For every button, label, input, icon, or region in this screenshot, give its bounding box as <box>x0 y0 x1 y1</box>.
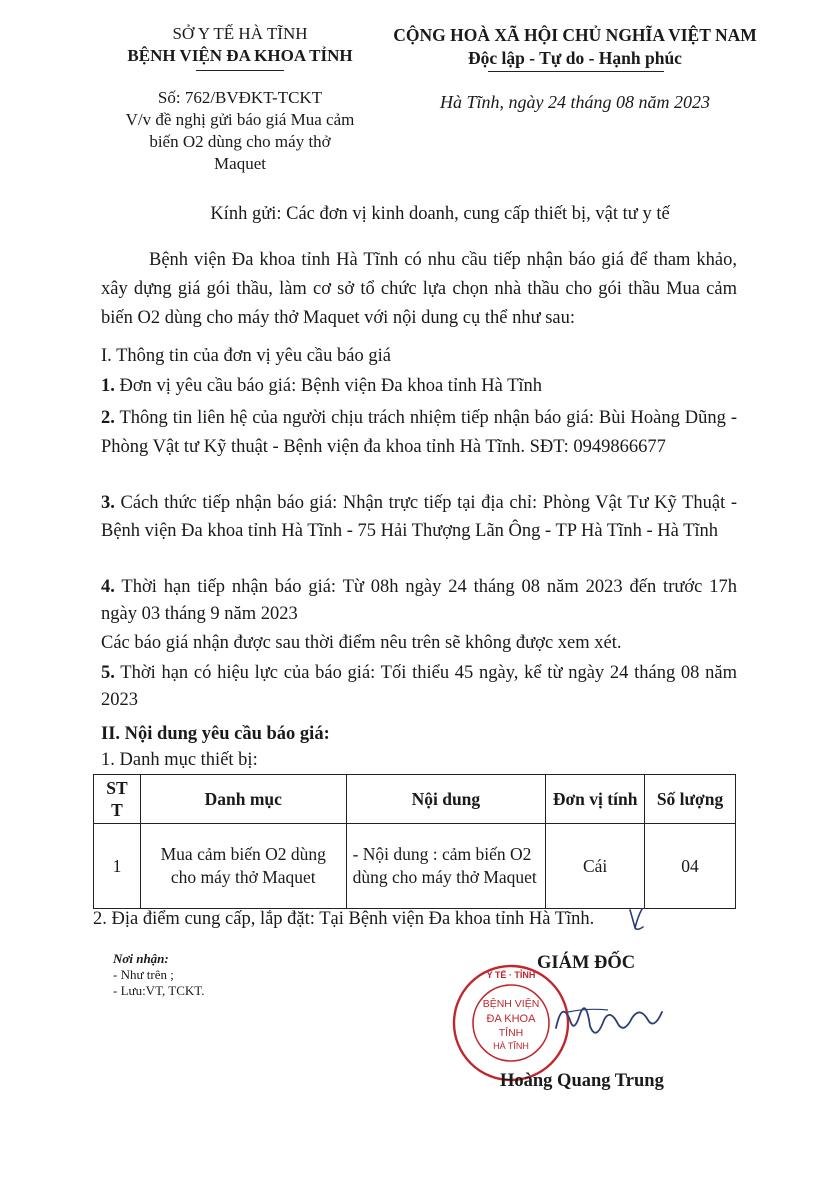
section1-item-3 <box>101 489 737 545</box>
item-number: 2. <box>101 408 115 428</box>
item-number: 4. <box>101 577 115 597</box>
initial-mark <box>626 906 648 934</box>
director-signature <box>548 990 668 1050</box>
doc-subject-line2: biến O2 dùng cho máy thở <box>149 132 331 151</box>
recipients <box>113 951 205 999</box>
national-title: CỘNG HOÀ XÃ HỘI CHỦ NGHĨA VIỆT NAM <box>393 25 757 45</box>
recipients-title: Nơi nhận: <box>113 951 169 966</box>
item-text: Thời hạn tiếp nhận báo giá: Từ 08h ngày 24 tháng 08 năm 2023 đến trước 17h ngày 03 tháng 9 năm 2023 <box>101 577 737 624</box>
cell-noi-dung: - Nội dung : cảm biến O2 dùng cho máy thở Maquet <box>346 824 546 909</box>
header-don-vi: Đơn vị tính <box>546 775 645 824</box>
header-left-rule <box>196 70 284 71</box>
hospital-name: BỆNH VIỆN ĐA KHOA TỈNH <box>127 46 353 65</box>
table-row <box>94 824 736 909</box>
header-noi-dung: Nội dung <box>346 775 546 824</box>
section2-sub1: 1. Danh mục thiết bị: <box>101 750 258 770</box>
doc-subject-line1: V/v đề nghị gửi báo giá Mua cảm <box>125 110 355 129</box>
section2-sub2: 2. Địa điểm cung cấp, lắp đặt: Tại Bệnh viện Đa khoa tỉnh Hà Tĩnh. <box>93 909 595 929</box>
cell-stt: 1 <box>94 824 141 909</box>
table-header-row <box>94 775 736 824</box>
stamp-line1: BỆNH VIỆN <box>482 998 540 1010</box>
section1-item-2 <box>101 404 737 462</box>
section1-item-1 <box>101 373 737 399</box>
recipients-line1: - Như trên ; <box>113 967 174 982</box>
item-text: Thời hạn có hiệu lực của báo giá: Tối thiểu 45 ngày, kể từ ngày 24 tháng 08 năm 2023 <box>101 663 737 710</box>
header-right-rule <box>488 71 664 72</box>
stamp-line2: ĐA KHOA <box>486 1013 536 1025</box>
header-stt: ST T <box>94 775 141 824</box>
greeting: Kính gửi: Các đơn vị kinh doanh, cung cấp thiết bị, vật tư y tế <box>210 204 670 224</box>
doc-number: Số: 762/BVĐKT-TCKT <box>157 88 323 107</box>
national-motto: Độc lập - Tự do - Hạnh phúc <box>468 48 682 68</box>
cell-so-luong: 04 <box>645 824 736 909</box>
item-number: 5. <box>101 663 115 683</box>
intro-paragraph: Bệnh viện Đa khoa tỉnh Hà Tĩnh có nhu cầu tiếp nhận báo giá để tham khảo, xây dựng giá gói thầu, làm cơ sở tổ chức lựa chọn nhà thầu cho gói thầu Mua cảm biến O2 dùng cho máy thở Maquet với nội dung cụ thể như sau: <box>101 250 737 328</box>
header-right <box>365 23 785 69</box>
doc-meta <box>85 87 395 175</box>
stamp-ring-text: Y TẾ · TỈNH <box>486 970 536 980</box>
stamp-line3: TỈNH <box>498 1027 524 1039</box>
item-text: Cách thức tiếp nhận báo giá: Nhận trực tiếp tại địa chỉ: Phòng Vật Tư Kỹ Thuật - Bệnh viện Đa khoa tỉnh Hà Tĩnh - 75 Hải Thượng Lãn Ông - TP Hà Tĩnh - Hà Tĩnh <box>101 493 737 541</box>
cell-don-vi: Cái <box>546 824 645 909</box>
recipients-line2: - Lưu:VT, TCKT. <box>113 983 205 998</box>
document-date: Hà Tĩnh, ngày 24 tháng 08 năm 2023 <box>440 92 710 112</box>
section1-title: I. Thông tin của đơn vị yêu cầu báo giá <box>101 346 391 366</box>
doc-subject-line3: Maquet <box>214 154 266 173</box>
section1-note: Các báo giá nhận được sau thời điểm nêu trên sẽ không được xem xét. <box>101 633 622 653</box>
item-text: Đơn vị yêu cầu báo giá: Bệnh viện Đa khoa tỉnh Hà Tĩnh <box>119 376 543 396</box>
item-number: 1. <box>101 376 115 396</box>
header-danh-muc: Danh mục <box>140 775 346 824</box>
header-left <box>85 23 395 67</box>
equipment-table <box>93 774 736 909</box>
section1-item-4 <box>101 574 737 628</box>
item-number: 3. <box>101 493 115 513</box>
stamp-line4: HÀ TĨNH <box>493 1041 529 1051</box>
director-name: Hoàng Quang Trung <box>500 1071 664 1091</box>
cell-danh-muc: Mua cảm biến O2 dùng cho máy thở Maquet <box>140 824 346 909</box>
item-text: Thông tin liên hệ của người chịu trách nhiệm tiếp nhận báo giá: Bùi Hoàng Dũng - Phòng Vật tư Kỹ thuật - Bệnh viện đa khoa tỉnh Hà Tĩnh. SĐT: 0949866677 <box>101 408 737 457</box>
section1-item-5 <box>101 660 737 714</box>
director-title: GIÁM ĐỐC <box>537 953 636 973</box>
ministry-name: SỞ Y TẾ HÀ TĨNH <box>172 24 308 43</box>
section2-title: II. Nội dung yêu cầu báo giá: <box>101 724 330 744</box>
header-so-luong: Số lượng <box>645 775 736 824</box>
